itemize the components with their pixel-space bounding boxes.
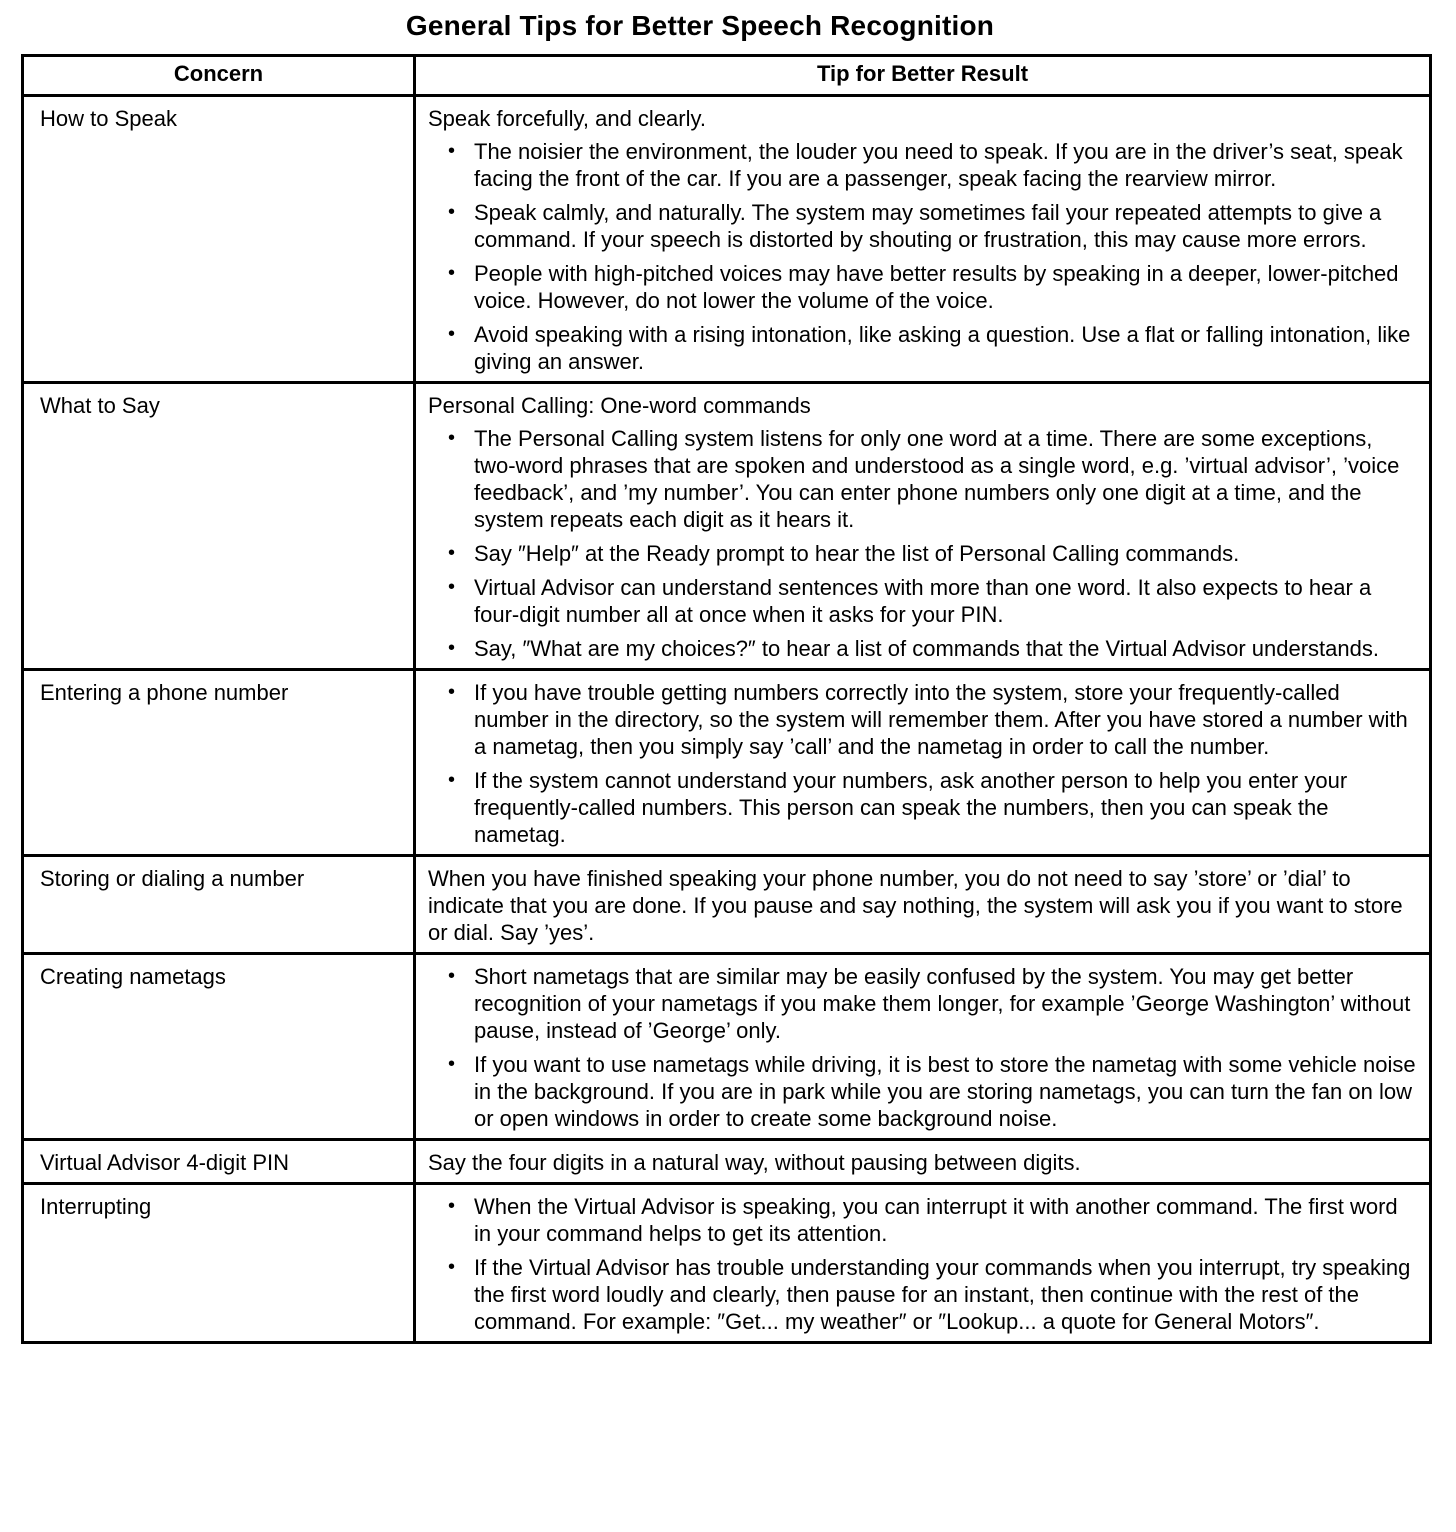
concern-cell: Storing or dialing a number (23, 856, 415, 954)
concern-cell: How to Speak (23, 96, 415, 383)
column-header-concern: Concern (23, 56, 415, 96)
tip-cell (415, 1184, 1431, 1343)
tips-table (21, 54, 1432, 1344)
tip-bullet-text: When the Virtual Advisor is speaking, you can interrupt it with another command. The first word in your command helps to get its attention. (474, 1194, 1398, 1246)
tip-cell (415, 856, 1431, 954)
tip-bullet-text: Say, ″What are my choices?″ to hear a list of commands that the Virtual Advisor understands. (474, 636, 1379, 661)
bullet-dot-icon: • (448, 1195, 456, 1217)
tip-bullet-item (448, 138, 1419, 192)
bullet-dot-icon: • (448, 542, 456, 564)
column-header-tip: Tip for Better Result (415, 56, 1431, 96)
tip-bullet-item (448, 1051, 1419, 1132)
concern-cell: Creating nametags (23, 954, 415, 1140)
tip-cell (415, 96, 1431, 383)
bullet-dot-icon: • (448, 1256, 456, 1278)
tip-bullet-item (448, 321, 1419, 375)
bullet-dot-icon: • (448, 140, 456, 162)
tip-bullet-text: Avoid speaking with a rising intonation, like asking a question. Use a flat or falling intonation, like giving an answer. (474, 322, 1411, 374)
tip-bullet-list (428, 425, 1419, 662)
table-row (23, 670, 1431, 856)
tip-bullet-list (428, 138, 1419, 375)
tip-bullet-text: The noisier the environment, the louder you need to speak. If you are in the driver’s seat, speak facing the front of the car. If you are a passenger, speak facing the rearview mirror. (474, 139, 1403, 191)
tip-bullet-item (448, 260, 1419, 314)
bullet-dot-icon: • (448, 637, 456, 659)
concern-cell: Entering a phone number (23, 670, 415, 856)
bullet-dot-icon: • (448, 201, 456, 223)
tip-intro-text: Say the four digits in a natural way, without pausing between digits. (428, 1150, 1081, 1175)
tip-bullet-item (448, 963, 1419, 1044)
tip-bullet-item (448, 425, 1419, 533)
tip-cell (415, 954, 1431, 1140)
bullet-dot-icon: • (448, 1053, 456, 1075)
tip-bullet-text: The Personal Calling system listens for only one word at a time. There are some exceptions, two-word phrases that are spoken and understood as a single word, e.g. ’virtual advisor’, ’voice feedback’, and ’my number’. You can enter phone numbers only one digit at a time, and the system repeats each digit as it hears it. (474, 426, 1400, 532)
tip-cell (415, 670, 1431, 856)
table-row (23, 96, 1431, 383)
tip-bullet-text: Virtual Advisor can understand sentences with more than one word. It also expects to hear a four-digit number all at once when it asks for your PIN. (474, 575, 1372, 627)
concern-cell: Interrupting (23, 1184, 415, 1343)
tip-bullet-text: Say ″Help″ at the Ready prompt to hear the list of Personal Calling commands. (474, 541, 1240, 566)
table-row (23, 1184, 1431, 1343)
tip-intro-text: Personal Calling: One-word commands (428, 393, 811, 418)
tip-bullet-item (448, 540, 1419, 567)
concern-cell: Virtual Advisor 4-digit PIN (23, 1140, 415, 1184)
bullet-dot-icon: • (448, 769, 456, 791)
bullet-dot-icon: • (448, 681, 456, 703)
tip-bullet-text: If the Virtual Advisor has trouble understanding your commands when you interrupt, try speaking the first word loudly and clearly, then pause for an instant, then continue with the rest of the command. For example: ″Get... my weather″ or ″Lookup... a quote for General Motors″. (474, 1255, 1411, 1334)
tip-bullet-text: If you want to use nametags while driving, it is best to store the nametag with some vehicle noise in the background. If you are in park while you are storing nametags, you can turn the fan on low or open windows in order to create some background noise. (474, 1052, 1416, 1131)
tip-bullet-list (428, 1193, 1419, 1335)
tip-intro-text: Speak forcefully, and clearly. (428, 106, 706, 131)
tip-bullet-item (448, 199, 1419, 253)
tip-bullet-item (448, 679, 1419, 760)
tip-bullet-item (448, 635, 1419, 662)
bullet-dot-icon: • (448, 965, 456, 987)
tip-bullet-text: If you have trouble getting numbers correctly into the system, store your frequently-called number in the directory, so the system will remember them. After you have stored a number with a nametag, then you simply say ’call’ and the nametag in order to call the number. (474, 680, 1408, 759)
tip-bullet-item (448, 767, 1419, 848)
tip-bullet-list (428, 963, 1419, 1132)
tip-bullet-text: If the system cannot understand your numbers, ask another person to help you enter your frequently-called numbers. This person can speak the numbers, then you can speak the nametag. (474, 768, 1348, 847)
tip-bullet-item (448, 1254, 1419, 1335)
tip-intro-text: When you have finished speaking your phone number, you do not need to say ’store’ or ’dial’ to indicate that you are done. If you pause and say nothing, the system will ask you if you want to store or dial. Say ’yes’. (428, 866, 1403, 945)
bullet-dot-icon: • (448, 427, 456, 449)
page-title: General Tips for Better Speech Recognition (405, 10, 995, 41)
tip-bullet-item (448, 574, 1419, 628)
table-row (23, 856, 1431, 954)
tip-bullet-item (448, 1193, 1419, 1247)
table-row (23, 383, 1431, 670)
table-row (23, 1140, 1431, 1184)
concern-cell: What to Say (23, 383, 415, 670)
table-row (23, 954, 1431, 1140)
tip-cell (415, 383, 1431, 670)
bullet-dot-icon: • (448, 323, 456, 345)
tip-bullet-list (428, 679, 1419, 848)
bullet-dot-icon: • (448, 576, 456, 598)
tip-bullet-text: Speak calmly, and naturally. The system may sometimes fail your repeated attempts to give a command. If your speech is distorted by shouting or frustration, this may cause more errors. (474, 200, 1382, 252)
tip-bullet-text: People with high-pitched voices may have better results by speaking in a deeper, lower-pitched voice. However, do not lower the volume of the voice. (474, 261, 1399, 313)
bullet-dot-icon: • (448, 262, 456, 284)
tip-bullet-text: Short nametags that are similar may be easily confused by the system. You may get better recognition of your nametags if you make them longer, for example ’George Washington’ without pause, instead of ’George’ only. (474, 964, 1411, 1043)
tip-cell (415, 1140, 1431, 1184)
table-header-row (23, 56, 1431, 96)
